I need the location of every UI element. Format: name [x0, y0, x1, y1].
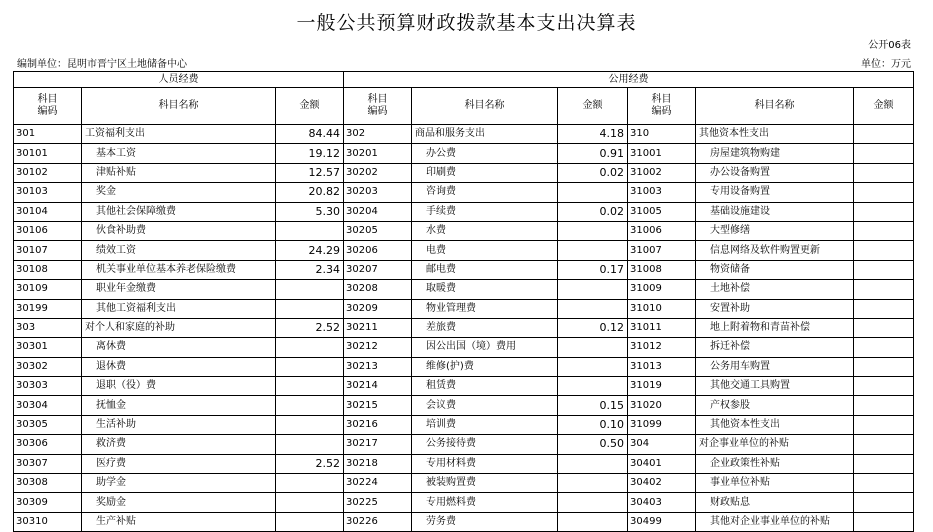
- amount-cell: [558, 512, 628, 531]
- subject-name-cell: 其他对企业事业单位的补贴: [696, 512, 854, 531]
- subject-code-cell: 30214: [344, 377, 412, 396]
- subject-name-cell: 办公设备购置: [696, 163, 854, 182]
- subject-code-cell: 30199: [14, 299, 82, 318]
- amount-cell: [276, 435, 344, 454]
- amount-cell: 24.29: [276, 241, 344, 260]
- subject-name-cell: 奖金: [82, 183, 276, 202]
- table-row: [14, 202, 914, 221]
- amount-cell: [276, 377, 344, 396]
- subject-code-cell: 30203: [344, 183, 412, 202]
- subject-name-cell: 奖励金: [82, 493, 276, 512]
- subject-code-cell: 31011: [628, 318, 696, 337]
- table-row: [14, 357, 914, 376]
- subject-name-cell: 基础设施建设: [696, 202, 854, 221]
- subject-name-cell: 维修(护)费: [412, 357, 558, 376]
- subject-name-cell: 手续费: [412, 202, 558, 221]
- subject-name-cell: 救济费: [82, 435, 276, 454]
- amount-cell: 0.02: [558, 163, 628, 182]
- subject-code-cell: 30101: [14, 144, 82, 163]
- table-row: [14, 474, 914, 493]
- subject-name-cell: 物业管理费: [412, 299, 558, 318]
- subject-code-cell: 30201: [344, 144, 412, 163]
- amount-cell: [558, 377, 628, 396]
- amount-cell: [276, 396, 344, 415]
- amount-cell: [854, 202, 914, 221]
- amount-cell: [558, 474, 628, 493]
- subject-name-cell: 拆迁补偿: [696, 338, 854, 357]
- table-row: [14, 435, 914, 454]
- subject-name-cell: 租赁费: [412, 377, 558, 396]
- amount-cell: 0.02: [558, 202, 628, 221]
- table-row: [14, 125, 914, 144]
- amount-cell: [854, 357, 914, 376]
- subject-code-cell: 30309: [14, 493, 82, 512]
- subject-code-cell: 30402: [628, 474, 696, 493]
- amount-cell: [854, 260, 914, 279]
- subject-code-cell: 31099: [628, 415, 696, 434]
- subject-name-cell: 咨询费: [412, 183, 558, 202]
- header-name: 科目名称: [412, 88, 558, 125]
- subject-code-cell: 31020: [628, 396, 696, 415]
- subject-name-cell: 事业单位补贴: [696, 474, 854, 493]
- subject-code-cell: 30303: [14, 377, 82, 396]
- subject-name-cell: 土地补偿: [696, 280, 854, 299]
- subject-name-cell: 会议费: [412, 396, 558, 415]
- amount-cell: [276, 338, 344, 357]
- amount-cell: [854, 144, 914, 163]
- amount-cell: [558, 280, 628, 299]
- header-code: 科目 编码: [628, 88, 696, 125]
- table-row: [14, 183, 914, 202]
- amount-cell: [276, 357, 344, 376]
- subject-code-cell: 30304: [14, 396, 82, 415]
- amount-cell: [558, 221, 628, 240]
- subject-code-cell: 30216: [344, 415, 412, 434]
- subject-code-cell: 31009: [628, 280, 696, 299]
- subject-code-cell: 31002: [628, 163, 696, 182]
- subject-name-cell: 生活补助: [82, 415, 276, 434]
- table-row: [14, 396, 914, 415]
- subject-code-cell: 30211: [344, 318, 412, 337]
- subject-name-cell: 生产补贴: [82, 512, 276, 531]
- amount-cell: [854, 415, 914, 434]
- subject-code-cell: 30499: [628, 512, 696, 531]
- subject-code-cell: 31003: [628, 183, 696, 202]
- amount-cell: 5.30: [276, 202, 344, 221]
- amount-cell: [558, 183, 628, 202]
- expenditure-table: [13, 71, 914, 532]
- subject-name-cell: 电费: [412, 241, 558, 260]
- header-amount: 金额: [854, 88, 914, 125]
- table-row: [14, 260, 914, 279]
- header-name: 科目名称: [696, 88, 854, 125]
- amount-cell: [854, 280, 914, 299]
- amount-cell: [854, 163, 914, 182]
- amount-cell: [854, 318, 914, 337]
- amount-cell: [276, 512, 344, 531]
- amount-cell: 0.17: [558, 260, 628, 279]
- subject-name-cell: 大型修缮: [696, 221, 854, 240]
- amount-cell: [854, 125, 914, 144]
- subject-code-cell: 30212: [344, 338, 412, 357]
- table-row: [14, 318, 914, 337]
- amount-cell: 84.44: [276, 125, 344, 144]
- page-title: 一般公共预算财政拨款基本支出决算表: [296, 12, 637, 34]
- amount-cell: [276, 299, 344, 318]
- subject-name-cell: 机关事业单位基本养老保险缴费: [82, 260, 276, 279]
- subject-name-cell: 专用材料费: [412, 454, 558, 473]
- subject-code-cell: 310: [628, 125, 696, 144]
- subject-name-cell: 水费: [412, 221, 558, 240]
- table-row: [14, 280, 914, 299]
- subject-code-cell: 31010: [628, 299, 696, 318]
- amount-cell: [854, 493, 914, 512]
- subject-code-cell: 30208: [344, 280, 412, 299]
- subject-code-cell: 30224: [344, 474, 412, 493]
- subject-name-cell: 基本工资: [82, 144, 276, 163]
- subject-name-cell: 安置补助: [696, 299, 854, 318]
- amount-cell: 19.12: [276, 144, 344, 163]
- subject-code-cell: 30307: [14, 454, 82, 473]
- subject-name-cell: 对个人和家庭的补助: [82, 318, 276, 337]
- money-unit: 单位：万元: [861, 59, 911, 70]
- amount-cell: 2.52: [276, 318, 344, 337]
- subject-name-cell: 退职（役）费: [82, 377, 276, 396]
- subject-code-cell: 30401: [628, 454, 696, 473]
- subject-name-cell: 物资储备: [696, 260, 854, 279]
- subject-name-cell: 其他交通工具购置: [696, 377, 854, 396]
- subject-name-cell: 工资福利支出: [82, 125, 276, 144]
- subject-name-cell: 被装购置费: [412, 474, 558, 493]
- subject-name-cell: 办公费: [412, 144, 558, 163]
- subject-name-cell: 商品和服务支出: [412, 125, 558, 144]
- table-row: [14, 241, 914, 260]
- subject-code-cell: 30302: [14, 357, 82, 376]
- subject-code-cell: 30306: [14, 435, 82, 454]
- amount-cell: [276, 280, 344, 299]
- subject-code-cell: 31007: [628, 241, 696, 260]
- subject-name-cell: 其他资本性支出: [696, 415, 854, 434]
- table-row: [14, 454, 914, 473]
- amount-cell: [558, 454, 628, 473]
- subject-code-cell: 303: [14, 318, 82, 337]
- subject-name-cell: 退休费: [82, 357, 276, 376]
- subject-name-cell: 产权参股: [696, 396, 854, 415]
- subject-name-cell: 公务用车购置: [696, 357, 854, 376]
- amount-cell: [558, 493, 628, 512]
- subject-name-cell: 劳务费: [412, 512, 558, 531]
- table-row: [14, 338, 914, 357]
- subject-code-cell: 30226: [344, 512, 412, 531]
- subject-name-cell: 助学金: [82, 474, 276, 493]
- header-code: 科目 编码: [344, 88, 412, 125]
- subject-code-cell: 304: [628, 435, 696, 454]
- subject-code-cell: 30213: [344, 357, 412, 376]
- subject-code-cell: 31005: [628, 202, 696, 221]
- subject-code-cell: 30106: [14, 221, 82, 240]
- subject-code-cell: 30103: [14, 183, 82, 202]
- table-row: [14, 415, 914, 434]
- subject-code-cell: 30209: [344, 299, 412, 318]
- subject-name-cell: 印刷费: [412, 163, 558, 182]
- amount-cell: [276, 493, 344, 512]
- amount-cell: [854, 221, 914, 240]
- subject-code-cell: 30104: [14, 202, 82, 221]
- subject-name-cell: 地上附着物和青苗补偿: [696, 318, 854, 337]
- subject-code-cell: 30218: [344, 454, 412, 473]
- subject-code-cell: 31001: [628, 144, 696, 163]
- subject-code-cell: 302: [344, 125, 412, 144]
- header-amount: 金额: [558, 88, 628, 125]
- subject-code-cell: 30217: [344, 435, 412, 454]
- subject-name-cell: 其他社会保障缴费: [82, 202, 276, 221]
- subject-code-cell: 30108: [14, 260, 82, 279]
- amount-cell: [276, 415, 344, 434]
- subject-name-cell: 对企事业单位的补贴: [696, 435, 854, 454]
- amount-cell: 20.82: [276, 183, 344, 202]
- header-code: 科目 编码: [14, 88, 82, 125]
- subject-code-cell: 30206: [344, 241, 412, 260]
- amount-cell: 2.52: [276, 454, 344, 473]
- amount-cell: [558, 299, 628, 318]
- subject-name-cell: 其他资本性支出: [696, 125, 854, 144]
- subject-name-cell: 取暖费: [412, 280, 558, 299]
- subject-name-cell: 因公出国（境）费用: [412, 338, 558, 357]
- amount-cell: 2.34: [276, 260, 344, 279]
- subject-code-cell: 30205: [344, 221, 412, 240]
- subject-name-cell: 房屋建筑物购建: [696, 144, 854, 163]
- subject-name-cell: 培训费: [412, 415, 558, 434]
- amount-cell: [854, 299, 914, 318]
- subject-code-cell: 30107: [14, 241, 82, 260]
- table-row: [14, 144, 914, 163]
- subject-code-cell: 30204: [344, 202, 412, 221]
- amount-cell: 4.18: [558, 125, 628, 144]
- amount-cell: [854, 474, 914, 493]
- amount-cell: [854, 435, 914, 454]
- table-row: [14, 221, 914, 240]
- group-personnel: 人员经费: [14, 72, 344, 88]
- subject-code-cell: 30225: [344, 493, 412, 512]
- subject-code-cell: 30403: [628, 493, 696, 512]
- table-row: [14, 163, 914, 182]
- subject-code-cell: 31019: [628, 377, 696, 396]
- subject-code-cell: 30215: [344, 396, 412, 415]
- amount-cell: [854, 512, 914, 531]
- subject-name-cell: 信息网络及软件购置更新: [696, 241, 854, 260]
- subject-name-cell: 公务接待费: [412, 435, 558, 454]
- subject-name-cell: 其他工资福利支出: [82, 299, 276, 318]
- subject-code-cell: 31012: [628, 338, 696, 357]
- subject-code-cell: 30308: [14, 474, 82, 493]
- subject-code-cell: 31008: [628, 260, 696, 279]
- compiling-unit: 编制单位：昆明市晋宁区土地储备中心: [17, 59, 187, 70]
- subject-name-cell: 绩效工资: [82, 241, 276, 260]
- subject-code-cell: 30301: [14, 338, 82, 357]
- subject-name-cell: 伙食补助费: [82, 221, 276, 240]
- amount-cell: [276, 221, 344, 240]
- subject-name-cell: 抚恤金: [82, 396, 276, 415]
- amount-cell: [854, 183, 914, 202]
- subject-code-cell: 30310: [14, 512, 82, 531]
- amount-cell: 0.12: [558, 318, 628, 337]
- amount-cell: 0.10: [558, 415, 628, 434]
- amount-cell: 0.50: [558, 435, 628, 454]
- subject-code-cell: 301: [14, 125, 82, 144]
- subject-name-cell: 专用燃料费: [412, 493, 558, 512]
- table-row: [14, 377, 914, 396]
- subject-code-cell: 31013: [628, 357, 696, 376]
- amount-cell: 0.15: [558, 396, 628, 415]
- amount-cell: [854, 454, 914, 473]
- amount-cell: [854, 338, 914, 357]
- amount-cell: [558, 338, 628, 357]
- amount-cell: [854, 396, 914, 415]
- amount-cell: [276, 474, 344, 493]
- subject-name-cell: 专用设备购置: [696, 183, 854, 202]
- amount-cell: [854, 241, 914, 260]
- subject-name-cell: 医疗费: [82, 454, 276, 473]
- subject-code-cell: 30202: [344, 163, 412, 182]
- subject-code-cell: 30207: [344, 260, 412, 279]
- table-row: [14, 512, 914, 531]
- subject-code-cell: 30109: [14, 280, 82, 299]
- subject-code-cell: 30102: [14, 163, 82, 182]
- amount-cell: 12.57: [276, 163, 344, 182]
- subject-code-cell: 31006: [628, 221, 696, 240]
- subject-name-cell: 差旅费: [412, 318, 558, 337]
- table-row: [14, 299, 914, 318]
- amount-cell: [558, 241, 628, 260]
- amount-cell: [854, 377, 914, 396]
- subject-name-cell: 离休费: [82, 338, 276, 357]
- group-public: 公用经费: [344, 72, 914, 88]
- subject-name-cell: 邮电费: [412, 260, 558, 279]
- form-number: 公开06表: [868, 40, 911, 51]
- amount-cell: 0.91: [558, 144, 628, 163]
- header-amount: 金额: [276, 88, 344, 125]
- header-name: 科目名称: [82, 88, 276, 125]
- subject-name-cell: 财政贴息: [696, 493, 854, 512]
- amount-cell: [558, 357, 628, 376]
- subject-name-cell: 职业年金缴费: [82, 280, 276, 299]
- subject-code-cell: 30305: [14, 415, 82, 434]
- subject-name-cell: 津贴补贴: [82, 163, 276, 182]
- subject-name-cell: 企业政策性补贴: [696, 454, 854, 473]
- table-row: [14, 493, 914, 512]
